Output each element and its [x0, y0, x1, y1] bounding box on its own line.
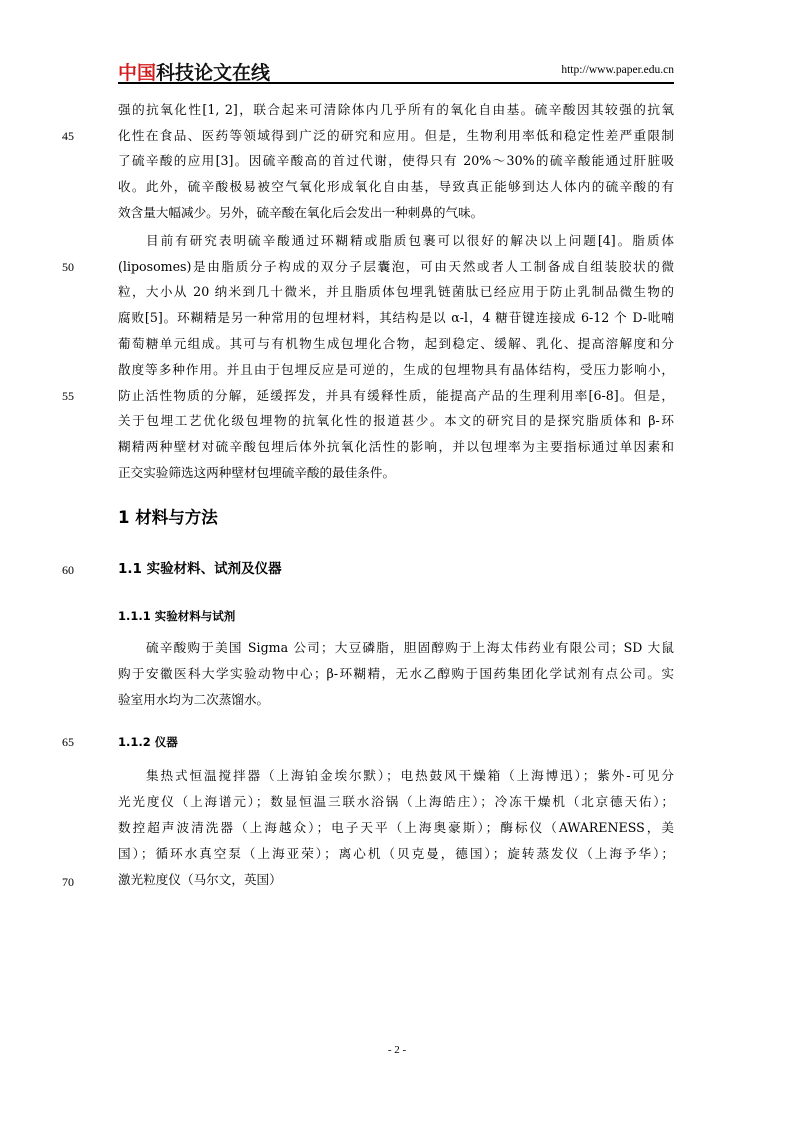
body-line: 激光粒度仪（马尔文，英国）: [118, 872, 282, 887]
body-line: 粒，大小从 20 纳米到几十微米，并且脂质体包埋乳链菌肽已经应用于防止乳制品微生物的: [118, 284, 674, 299]
line-number: 65: [62, 735, 74, 749]
body-line: 效含量大幅减少。另外，硫辛酸在氧化后会发出一种刺鼻的气味。: [118, 205, 484, 220]
body-line: 糊精两种壁材对硫辛酸包埋后体外抗氧化活性的影响，并以包埋率为主要指标通过单因素和: [118, 439, 674, 454]
line-number: 70: [62, 875, 74, 889]
site-logo: [118, 58, 270, 85]
body-line: 国）；循环水真空泵（上海亚荣）；离心机（贝克曼，德国）；旋转蒸发仪（上海予华）；: [118, 846, 674, 861]
subsubsection-heading: 1.1.1 实验材料与试剂: [118, 609, 236, 623]
section-heading: 1 材料与方法: [118, 508, 218, 527]
logo-dark-text: 科技论文在线: [156, 62, 271, 84]
body-line: 数控超声波清洗器（上海越众）；电子天平（上海奥豪斯）；酶标仪（AWARENESS，美: [118, 820, 674, 835]
body-line: 了硫辛酸的应用[3]。因硫辛酸高的首过代谢，使得只有 20%～30%的硫辛酸能通过肝脏吸: [118, 153, 674, 168]
body-line: 腐败[5]。环糊精是另一种常用的包埋材料，其结构是以 α-l，4 糖苷键连接成 6-12 个 D-吡喃: [118, 310, 674, 325]
body-line: 光光度仪（上海谱元）；数显恒温三联水浴锅（上海皓庄）；冷冻干燥机（北京德天佑）；: [118, 794, 674, 809]
body-line: 收。此外，硫辛酸极易被空气氧化形成氧化自由基，导致真正能够到达人体内的硫辛酸的有: [118, 179, 674, 194]
header-rule: [118, 82, 674, 84]
body-line: 强的抗氧化性[1, 2]，联合起来可清除体内几乎所有的氧化自由基。硫辛酸因其较强的抗氧: [118, 102, 674, 117]
subsection-heading: 1.1 实验材料、试剂及仪器: [118, 561, 282, 577]
body-line: 防止活性物质的分解，延缓挥发，并具有缓释性质，能提高产品的生理利用率[6-8]。但是，: [118, 388, 674, 403]
body-line: 散度等多种作用。并且由于包埋反应是可逆的，生成的包埋物具有晶体结构，受压力影响小，: [118, 362, 674, 377]
body-line: 化性在食品、医药等领域得到广泛的研究和应用。但是，生物利用率低和稳定性差严重限制: [118, 128, 674, 143]
header-url: http://www.paper.edu.cn: [561, 64, 674, 76]
logo-red-text: 中国: [118, 62, 157, 84]
line-number: 60: [62, 563, 74, 577]
line-number: 50: [62, 260, 74, 274]
body-line: 硫辛酸购于美国 Sigma 公司；大豆磷脂，胆固醇购于上海太伟药业有限公司；SD 大鼠: [146, 640, 674, 655]
body-line: 购于安徽医科大学实验动物中心；β-环糊精，无水乙醇购于国药集团化学试剂有点公司。实: [118, 666, 674, 681]
line-number: 55: [62, 389, 74, 403]
body-line: 关于包埋工艺优化级包埋物的抗氧化性的报道甚少。本文的研究目的是探究脂质体和 β-环: [118, 413, 674, 428]
body-line: 集热式恒温搅拌器（上海铂金埃尔默）；电热鼓风干燥箱（上海博迅）；紫外-可见分: [146, 768, 674, 783]
body-line: (liposomes)是由脂质分子构成的双分子层囊泡，可由天然或者人工制备成自组装胶状的微: [118, 259, 674, 274]
body-line: 目前有研究表明硫辛酸通过环糊精或脂质包裹可以很好的解决以上问题[4]。脂质体: [146, 233, 674, 248]
body-line: 正交实验筛选这两种壁材包埋硫辛酸的最佳条件。: [118, 465, 396, 480]
page-number: - 2 -: [387, 1044, 407, 1056]
body-line: 验室用水均为二次蒸馏水。: [118, 692, 270, 707]
body-line: 葡萄糖单元组成。其可与有机物生成包埋化合物，起到稳定、缓解、乳化、提高溶解度和分: [118, 336, 674, 351]
subsubsection-heading: 1.1.2 仪器: [118, 735, 178, 749]
line-number: 45: [62, 129, 74, 143]
page-header: [118, 58, 674, 84]
